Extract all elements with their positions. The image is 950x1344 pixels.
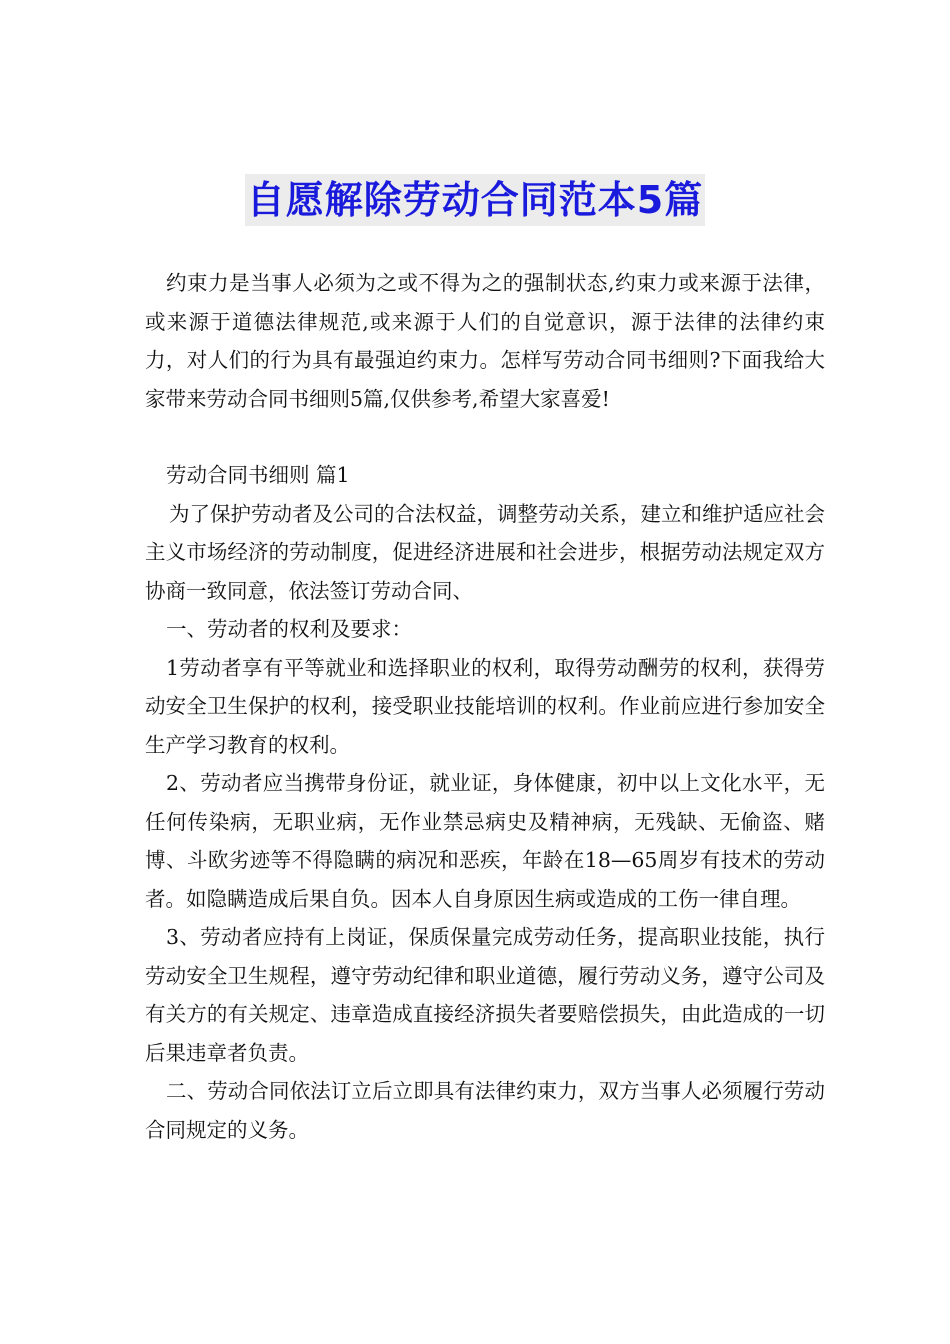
- body-paragraph-1: 为了保护劳动者及公司的合法权益，调整劳动关系，建立和维护适应社会主义市场经济的劳动制度，促进经济进展和社会进步，根据劳动法规定双方协商一致同意，依法签订劳动合同、: [145, 501, 825, 603]
- section-heading: 劳动合同书细则 篇1: [166, 463, 350, 487]
- clause-heading-1: 一、劳动者的权利及要求：: [166, 617, 412, 641]
- document-title: 自愿解除劳动合同范本5篇: [245, 174, 705, 226]
- clause-item-2: 2、劳动者应当携带身份证，就业证，身体健康，初中以上文化水平，无任何传染病，无职业病，无作业禁忌病史及精神病，无残缺、无偷盗、赌博、斗欧劣迹等不得隐瞒的病况和恶疾，年龄在18—65周岁有技术的劳动者。如隐瞒造成后果自负。因本人自身原因生病或造成的工伤一律自理。: [145, 771, 825, 911]
- document-body: [145, 264, 825, 1149]
- intro-paragraph: 约束力是当事人必须为之或不得为之的强制状态,约束力或来源于法律，或来源于道德法律规范,或来源于人们的自觉意识，源于法律的法律约束力，对人们的行为具有最强迫约束力。怎样写劳动合同书细则?下面我给大家带来劳动合同书细则5篇,仅供参考,希望大家喜爱!: [145, 271, 825, 411]
- paragraph-gap: [145, 418, 825, 454]
- clause-heading-2: 二、劳动合同依法订立后立即具有法律约束力，双方当事人必须履行劳动合同规定的义务。: [145, 1079, 825, 1142]
- clause-item-1: 1劳动者享有平等就业和选择职业的权利，取得劳动酬劳的权利，获得劳动安全卫生保护的权利，接受职业技能培训的权利。作业前应进行参加安全生产学习教育的权利。: [145, 655, 825, 757]
- title-area: [0, 174, 950, 226]
- clause-item-3: 3、劳动者应持有上岗证，保质保量完成劳动任务，提高职业技能，执行劳动安全卫生规程，遵守劳动纪律和职业道德，履行劳动义务，遵守公司及有关方的有关规定、违章造成直接经济损失者要赔偿损失，由此造成的一切后果违章者负责。: [145, 925, 825, 1065]
